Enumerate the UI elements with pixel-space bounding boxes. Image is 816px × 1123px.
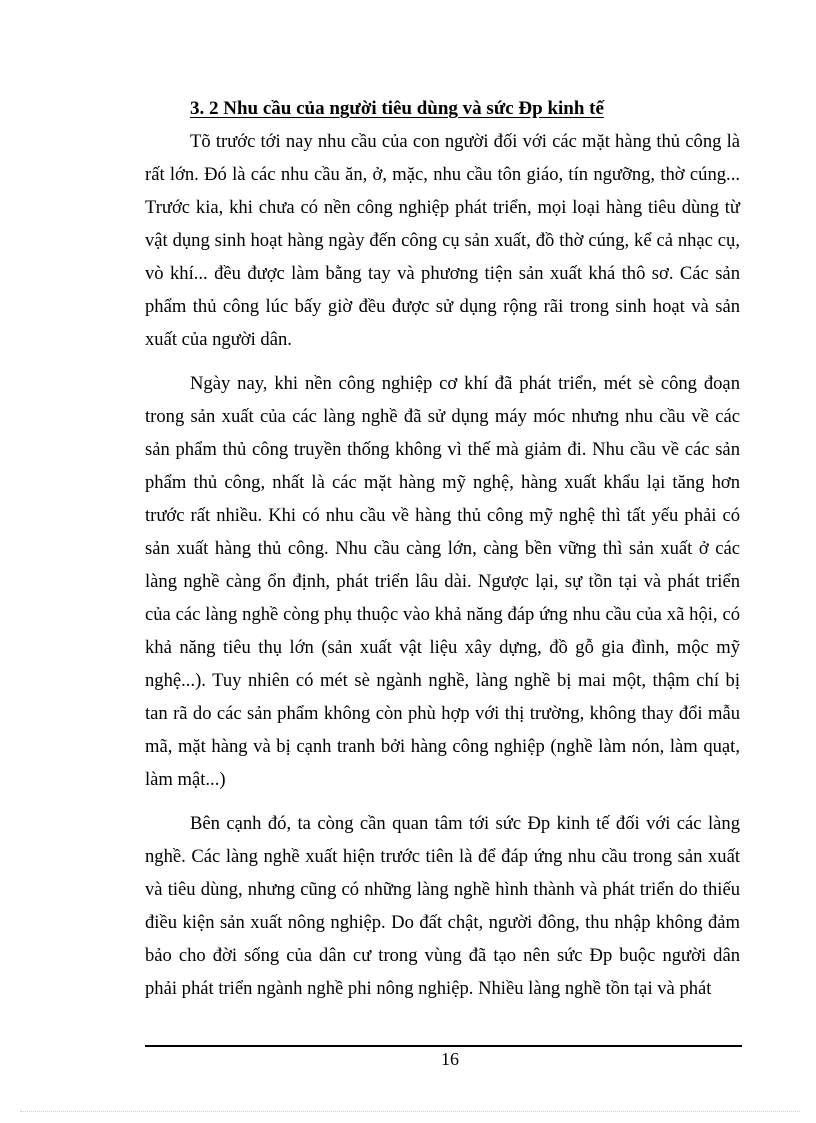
text-line: phẩm thủ công, nhất là các mặt hàng mỹ nghệ, hàng xuất khẩu lại tăng hơn bbox=[145, 472, 740, 493]
text-line: rất lớn. Đó là các nhu cầu ăn, ở, mặc, nhu cầu tôn giáo, tín ngưỡng, thờ cúng... bbox=[145, 164, 740, 185]
text-line: bảo cho đời sống của dân cư trong vùng đã tạo nên sức Ðp buộc người dân bbox=[145, 945, 740, 966]
text-line: tan rã do các sản phẩm không còn phù hợp với thị trường, không thay đổi mẫu bbox=[145, 703, 740, 724]
page-number: 16 bbox=[441, 1049, 459, 1069]
text-line: và tiêu dùng, nhưng cũng có những làng nghề hình thành và phát triển do thiếu bbox=[145, 879, 740, 900]
text-line: điều kiện sản xuất nông nghiệp. Do đất chật, người đông, thu nhập không đảm bbox=[145, 912, 740, 933]
text-line: làm mật...) bbox=[145, 769, 226, 790]
text-line: nghề. Các làng nghề xuất hiện trước tiên là để đáp ứng nhu cầu trong sản xuất bbox=[145, 846, 740, 867]
page-bottom-border bbox=[20, 1111, 800, 1112]
text-line: sản xuất hàng thủ công. Nhu cầu càng lớn, càng bền vững thì sản xuất ở các bbox=[145, 538, 740, 559]
text-line: mã, mặt hàng và bị cạnh tranh bởi hàng công nghiệp (nghề làm nón, làm quạt, bbox=[145, 736, 740, 757]
text-line: sản phẩm thủ công truyền thống không vì thế mà giảm đi. Nhu cầu về các sản bbox=[145, 439, 740, 460]
text-line: Ngày nay, khi nền công nghiệp cơ khí đã phát triển, mét sè công đoạn bbox=[190, 373, 740, 394]
text-line: làng nghề càng ổn định, phát triển lâu dài. Ngược lại, sự tồn tại và phát triển bbox=[145, 571, 740, 592]
text-line: nghệ...). Tuy nhiên có mét sè ngành nghề, làng nghề bị mai một, thậm chí bị bbox=[145, 670, 740, 691]
text-line: Trước kia, khi chưa có nền công nghiệp phát triển, mọi loại hàng tiêu dùng từ bbox=[145, 197, 740, 218]
section-heading: 3. 2 Nhu cầu của người tiêu dùng và sức Ðp kinh tế bbox=[190, 98, 604, 119]
text-line: xuất của người dân. bbox=[145, 329, 292, 350]
text-line: phải phát triển ngành nghề phi nông nghiệp. Nhiều làng nghề tồn tại và phát bbox=[145, 978, 712, 999]
text-line: vật dụng sinh hoạt hàng ngày đến công cụ sản xuất, đồ thờ cúng, kể cả nhạc cụ, bbox=[145, 230, 740, 251]
text-line: của các làng nghề còng phụ thuộc vào khả năng đáp ứng nhu cầu của xã hội, có bbox=[145, 604, 740, 625]
text-line: trong sản xuất của các làng nghề đã sử dụng máy móc nhưng nhu cầu về các bbox=[145, 406, 740, 427]
text-line: Tõ trước tới nay nhu cầu của con người đối với các mặt hàng thủ công là bbox=[190, 131, 740, 152]
text-line: phẩm thủ công lúc bấy giờ đều được sử dụng rộng rãi trong sinh hoạt và sản bbox=[145, 296, 740, 317]
text-line: Bên cạnh đó, ta còng cần quan tâm tới sức Ðp kinh tế đối với các làng bbox=[190, 813, 740, 834]
text-line: khả năng tiêu thụ lớn (sản xuất vật liệu xây dựng, đồ gỗ gia đình, mộc mỹ bbox=[145, 637, 740, 658]
text-line: trước rất nhiều. Khi có nhu cầu về hàng thủ công mỹ nghệ thì tất yếu phải có bbox=[145, 505, 740, 526]
text-line: vò khí... đều được làm bằng tay và phương tiện sản xuất khá thô sơ. Các sản bbox=[145, 263, 740, 284]
